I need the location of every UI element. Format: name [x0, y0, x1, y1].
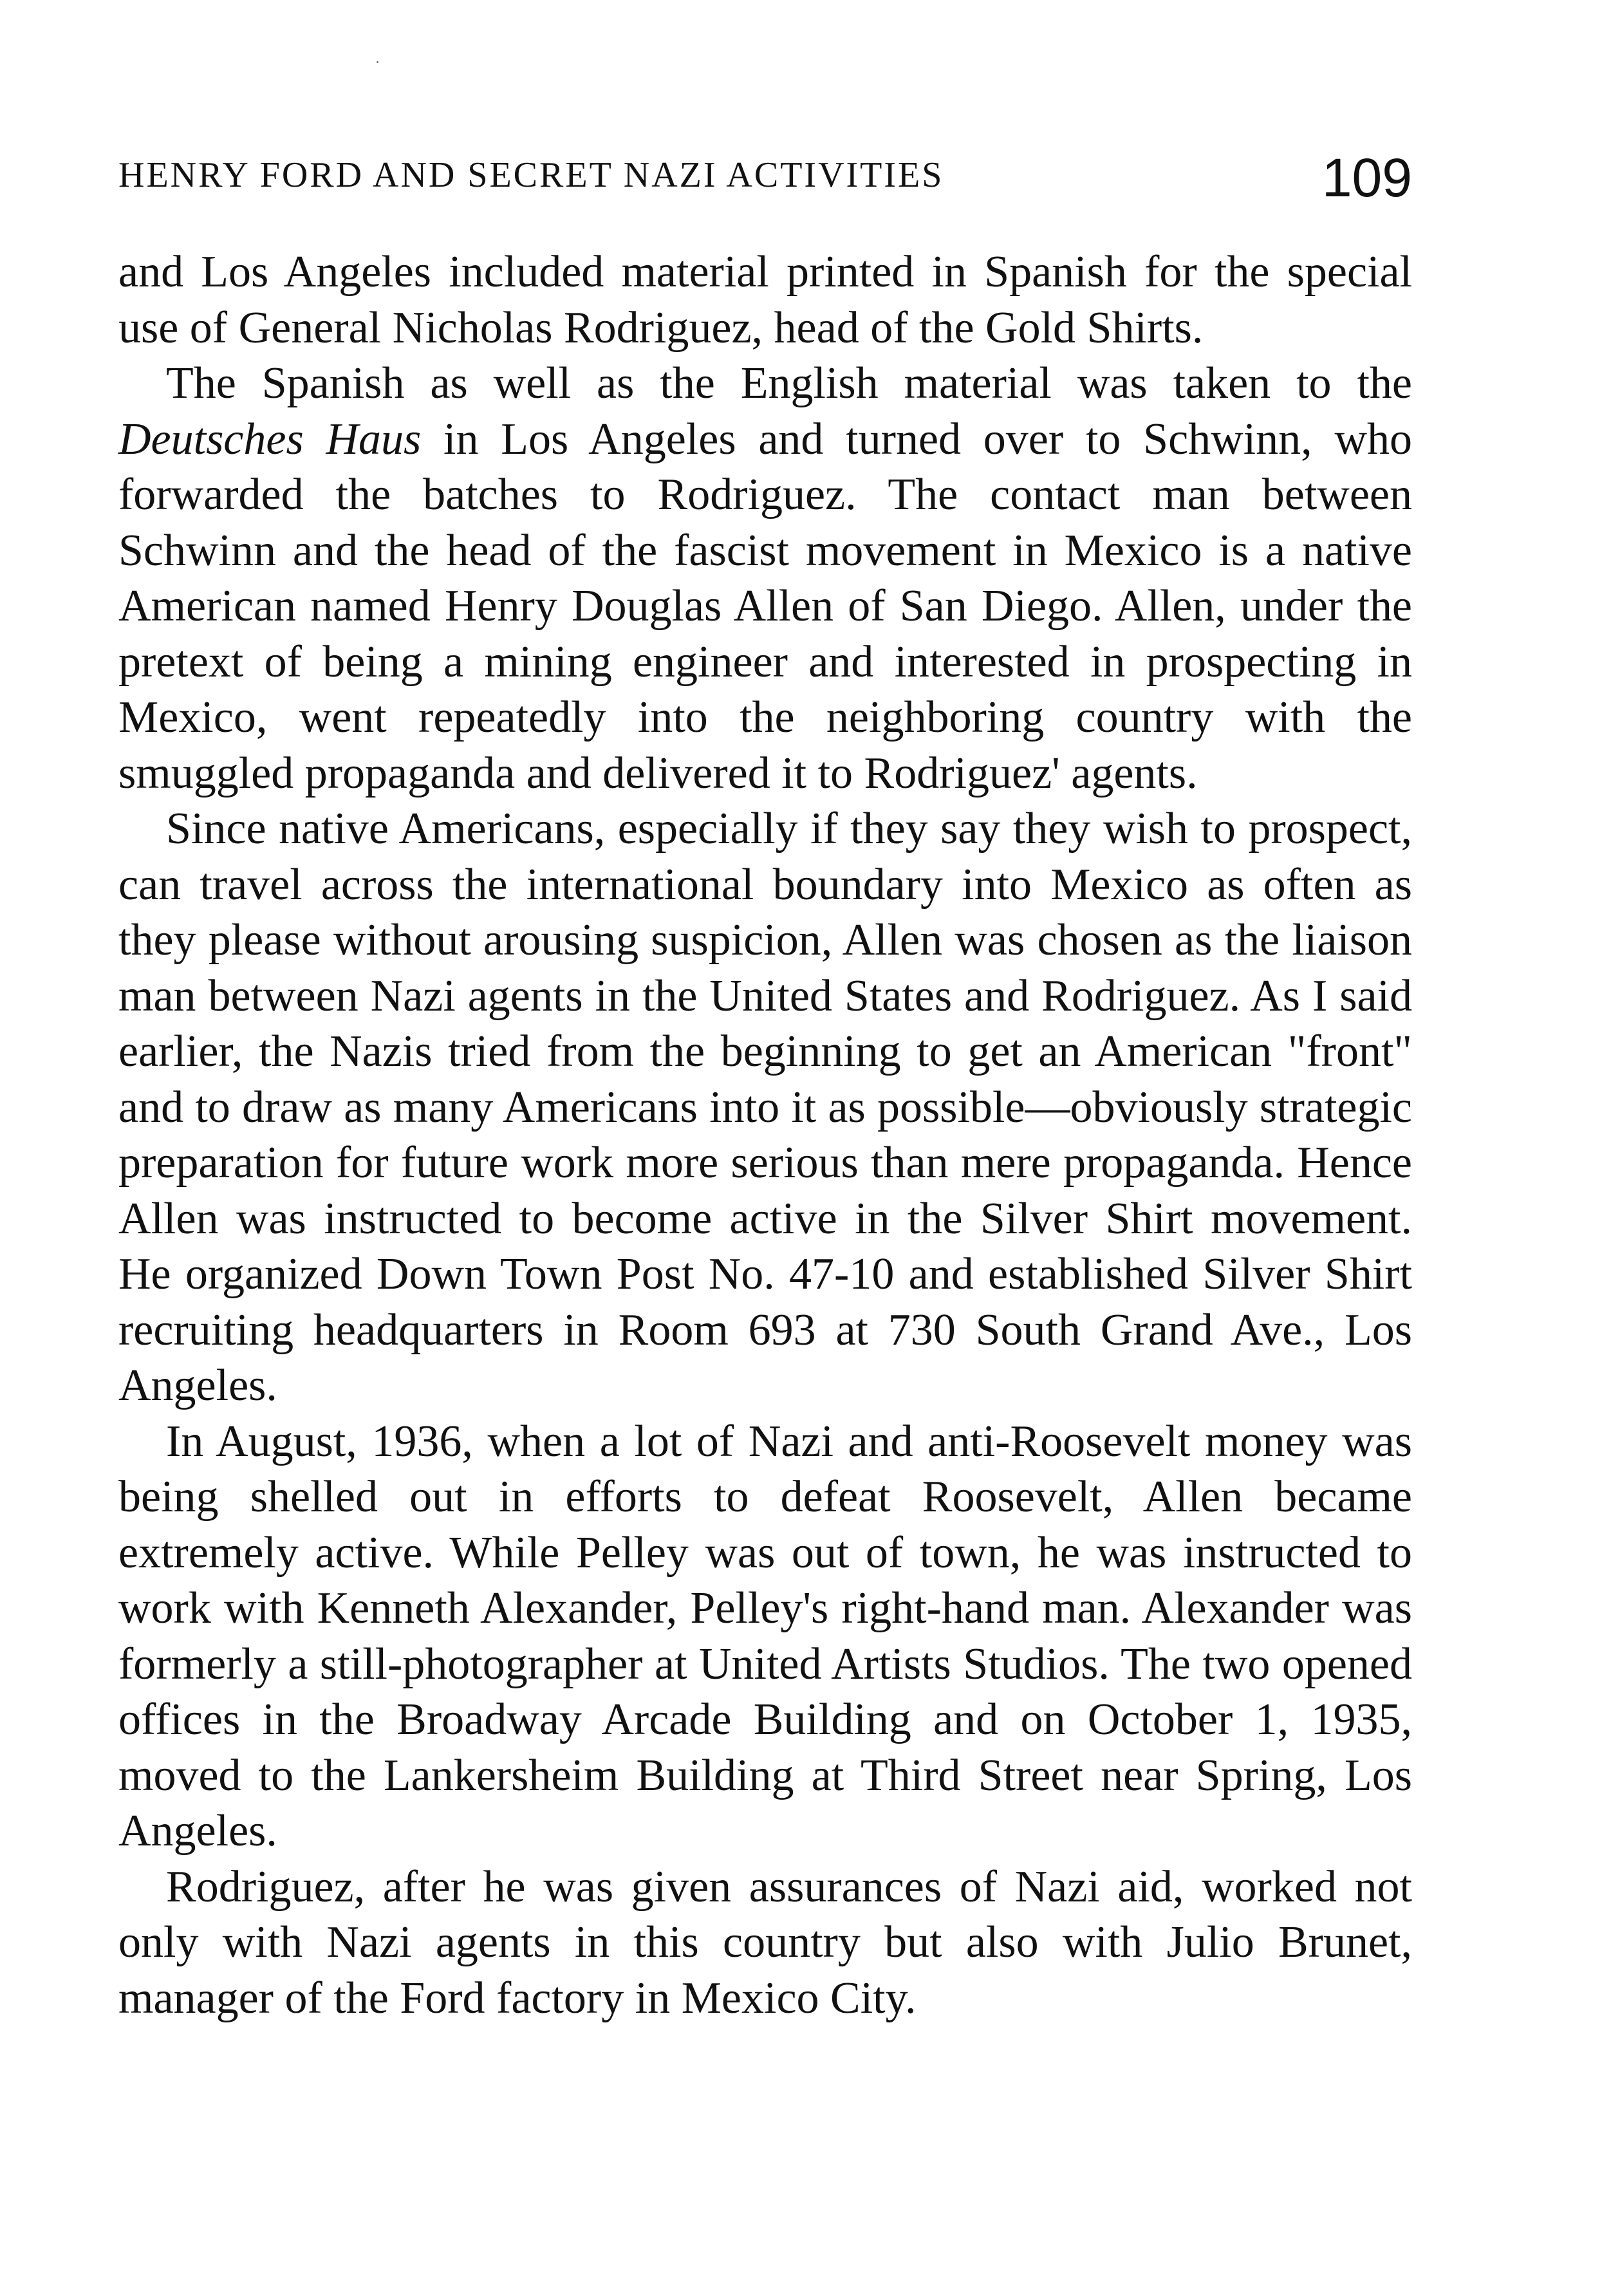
print-speck — [377, 61, 378, 63]
paragraph-native-americans: Since native Americans, especially if they say they wish to prospect, can travel across the international boundary into Mexico as often as they please without arousing suspicion, Allen was chosen as the liaison man between Nazi agents in the United States and Rodriguez. As I said earlier, the Nazis tried from the beginning to get an American "front" and to draw as many Americans into it as possible—obviously strategic preparation for future work more serious than mere propaganda. Hence Allen was instructed to become active in the Silver Shirt movement. He organized Down Town Post No. 47-10 and established Silver Shirt recruiting headquarters in Room 693 at 730 South Grand Ave., Los Angeles. — [118, 804, 1412, 1410]
paragraph-rodriguez: Rodriguez, after he was given assurances of Nazi aid, worked not only with Nazi agents in this country but also with Julio Brunet, manager of the Ford factory in Mexico City. — [118, 1862, 1412, 2023]
paragraph-text-start: The Spanish as well as the English material was taken to the — [166, 359, 1412, 408]
italic-term: Deutsches Haus — [118, 414, 422, 464]
running-title: HENRY FORD AND SECRET NAZI ACTIVITIES — [118, 155, 944, 195]
page-number: 109 — [1321, 147, 1412, 208]
paragraph-august-1936: In August, 1936, when a lot of Nazi and anti-Roosevelt money was being shelled out in efforts to defeat Roosevelt, Allen became extremely active. While Pelley was out of town, he was instructed to work with Kenneth Alexander, Pelley's right-hand man. Alexander was formerly a still-photographer at United Artists Studios. The two opened offices in the Broadway Arcade Building and on October 1, 1935, moved to the Lankersheim Building at Third Street near Spring, Los Angeles. — [118, 1416, 1412, 1856]
paragraph-deutsches-haus — [118, 356, 1412, 801]
paragraph-text-end: in Los Angeles and turned over to Schwinn, who forwarded the batches to Rodriguez. The contact man between Schwinn and the head of the fascist movement in Mexico is a native American named Henry Douglas Allen of San Diego. Allen, under the pretext of being a mining engineer and interested in prospecting in Mexico, went repeatedly into the neighboring country with the smuggled propaganda and delivered it to Rodriguez' agents. — [118, 414, 1412, 798]
body-text — [118, 245, 1412, 2026]
running-head — [118, 147, 1412, 208]
paragraph-continued: and Los Angeles included material printed in Spanish for the special use of General Nicholas Rodriguez, head of the Gold Shirts. — [118, 247, 1412, 353]
